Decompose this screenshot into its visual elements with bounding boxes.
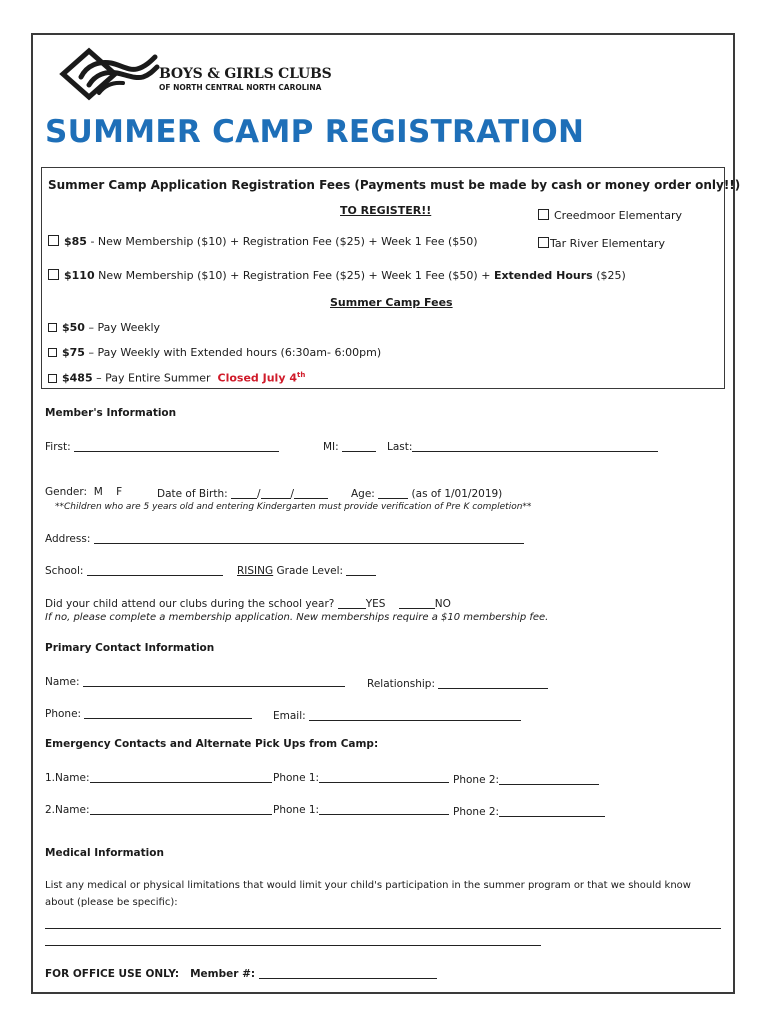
school-line[interactable] <box>87 563 223 576</box>
mi-line[interactable] <box>342 439 376 452</box>
phone1-label: Phone 1: <box>273 772 320 784</box>
club-logo-icon <box>59 47 161 101</box>
last-label: Last: <box>387 441 413 453</box>
attend-question[interactable] <box>45 596 451 610</box>
dob-day-line[interactable] <box>261 486 291 499</box>
checkbox[interactable] <box>48 323 57 332</box>
medical-answer-line-2[interactable] <box>45 945 541 946</box>
pay-description: – Pay Weekly <box>84 321 161 334</box>
phone2-label: Phone 2: <box>453 806 500 818</box>
phone2-line[interactable] <box>499 772 599 785</box>
phone1-line[interactable] <box>319 770 449 783</box>
checkbox[interactable] <box>48 235 59 246</box>
emergency-name-line[interactable] <box>90 770 272 783</box>
pay-amount: $50 <box>62 321 85 334</box>
checkbox[interactable] <box>48 269 59 280</box>
emergency-phone2-2-field[interactable] <box>453 804 605 818</box>
registration-form <box>31 33 741 994</box>
no-line[interactable] <box>399 596 435 609</box>
page-title: SUMMER CAMP REGISTRATION <box>45 114 585 150</box>
emergency-phone2-1-field[interactable] <box>453 772 599 786</box>
yes-label: YES <box>365 598 386 610</box>
location-label: Creedmoor Elementary <box>554 209 682 222</box>
relationship-label: Relationship: <box>367 678 435 690</box>
dob-year-line[interactable] <box>294 486 328 499</box>
first-name-line[interactable] <box>74 439 279 452</box>
first-label: First: <box>45 441 71 453</box>
name-label: Name: <box>45 676 80 688</box>
email-line[interactable] <box>309 708 521 721</box>
fee-option-85[interactable] <box>48 235 478 248</box>
age-line[interactable] <box>378 486 408 499</box>
dob-separator: / <box>290 488 295 500</box>
phone-line[interactable] <box>84 706 252 719</box>
email-field[interactable] <box>273 708 521 722</box>
emergency-name-label: 1.Name: <box>45 772 90 784</box>
attend-label: Did your child attend our clubs during the school year? <box>45 598 335 610</box>
fee-description: - New Membership ($10) + Registration Fee ($25) + Week 1 Fee ($50) <box>86 235 478 248</box>
pay-description: – Pay Entire Summer <box>92 371 211 385</box>
pay-description: – Pay Weekly with Extended hours (6:30am- 6:00pm) <box>84 346 382 359</box>
checkbox[interactable] <box>538 209 549 220</box>
address-label: Address: <box>45 533 91 545</box>
fee-option-110[interactable] <box>48 269 626 282</box>
phone1-line[interactable] <box>319 802 449 815</box>
name-line[interactable] <box>83 674 345 687</box>
mi-field[interactable] <box>323 439 376 453</box>
emergency-name-2-field[interactable] <box>45 802 272 816</box>
closed-notice-sup: th <box>296 371 306 379</box>
fee-tail: ($25) <box>592 269 626 282</box>
primary-phone-field[interactable] <box>45 706 252 720</box>
pay-option-50[interactable] <box>48 321 160 334</box>
closed-notice: Closed July 4 <box>217 371 297 385</box>
dob-month-line[interactable] <box>231 486 257 499</box>
phone2-label: Phone 2: <box>453 774 500 786</box>
location-option-creedmoor[interactable] <box>538 209 682 222</box>
emergency-name-1-field[interactable] <box>45 770 272 784</box>
relationship-field[interactable] <box>367 676 548 690</box>
school-label: School: <box>45 565 84 577</box>
phone2-line[interactable] <box>499 804 605 817</box>
member-number-label: Member #: <box>190 968 256 980</box>
gender-label: Gender: <box>45 486 88 498</box>
pay-option-75[interactable] <box>48 346 381 359</box>
address-field[interactable] <box>45 531 524 545</box>
mi-label: MI: <box>323 441 339 453</box>
office-use-field[interactable] <box>45 966 437 980</box>
camp-fees-heading: Summer Camp Fees <box>330 296 453 309</box>
school-field[interactable] <box>45 563 223 577</box>
dob-label: Date of Birth: <box>157 488 228 500</box>
grade-label: Grade Level: <box>273 565 344 577</box>
no-label: NO <box>434 598 451 610</box>
last-name-line[interactable] <box>412 439 658 452</box>
emergency-heading: Emergency Contacts and Alternate Pick Ups from Camp: <box>45 738 379 750</box>
fees-section <box>41 167 741 389</box>
office-use-label: FOR OFFICE USE ONLY: <box>45 968 180 980</box>
org-name: BOYS & GIRLS CLUBS <box>159 66 332 82</box>
fees-header: Summer Camp Application Registration Fees (Payments must be made by cash or money order only!!) <box>48 178 741 192</box>
pay-option-485[interactable] <box>48 371 305 385</box>
medical-prompt-line2: about (please be specific): <box>45 897 178 908</box>
membership-note: If no, please complete a membership application. New memberships require a $10 membership fee. <box>45 612 549 623</box>
pay-amount: $75 <box>62 346 85 359</box>
member-number-line[interactable] <box>259 966 437 979</box>
gender-field[interactable] <box>45 486 122 498</box>
age-field[interactable] <box>351 486 502 500</box>
address-line[interactable] <box>94 531 524 544</box>
emergency-name-label: 2.Name: <box>45 804 90 816</box>
email-label: Email: <box>273 710 306 722</box>
medical-answer-line-1[interactable] <box>45 928 721 929</box>
dob-separator: / <box>256 488 261 500</box>
emergency-phone1-2-field[interactable] <box>273 802 449 816</box>
grade-line[interactable] <box>346 563 376 576</box>
age-label: Age: <box>351 488 375 500</box>
medical-prompt-line1: List any medical or physical limitations that would limit your child's participation in the summer program or that we should know <box>45 880 691 891</box>
age-note: (as of 1/01/2019) <box>411 488 503 500</box>
primary-contact-heading: Primary Contact Information <box>45 642 215 654</box>
to-register-heading: TO REGISTER!! <box>340 204 432 217</box>
phone-label: Phone: <box>45 708 82 720</box>
emergency-name-line[interactable] <box>90 802 272 815</box>
prek-note: **Children who are 5 years old and entering Kindergarten must provide verification of Pre K completion** <box>55 502 532 512</box>
fee-description: New Membership ($10) + Registration Fee ($25) + Week 1 Fee ($50) + <box>94 269 494 282</box>
first-name-field[interactable] <box>45 439 279 453</box>
pay-amount: $485 <box>62 371 93 385</box>
relationship-line[interactable] <box>438 676 548 689</box>
extended-hours-label: Extended Hours <box>493 269 593 282</box>
gender-m[interactable]: M <box>93 486 103 498</box>
gender-f[interactable]: F <box>116 486 123 498</box>
location-label: Tar River Elementary <box>550 237 665 250</box>
rising-label: RISING <box>237 565 274 577</box>
member-info-heading: Member's Information <box>45 407 177 419</box>
checkbox[interactable] <box>48 374 57 383</box>
yes-line[interactable] <box>338 596 366 609</box>
medical-heading: Medical Information <box>45 847 164 859</box>
last-name-field[interactable] <box>387 439 658 453</box>
primary-name-field[interactable] <box>45 674 345 688</box>
phone1-label: Phone 1: <box>273 804 320 816</box>
grade-field[interactable] <box>237 563 376 577</box>
checkbox[interactable] <box>48 348 57 357</box>
fee-amount: $110 <box>64 269 95 282</box>
dob-field[interactable] <box>157 486 328 500</box>
emergency-phone1-1-field[interactable] <box>273 770 449 784</box>
location-option-tar-river[interactable] <box>538 237 665 250</box>
fee-amount: $85 <box>64 235 87 248</box>
checkbox[interactable] <box>538 237 549 248</box>
org-subtitle: OF NORTH CENTRAL NORTH CAROLINA <box>159 83 322 92</box>
